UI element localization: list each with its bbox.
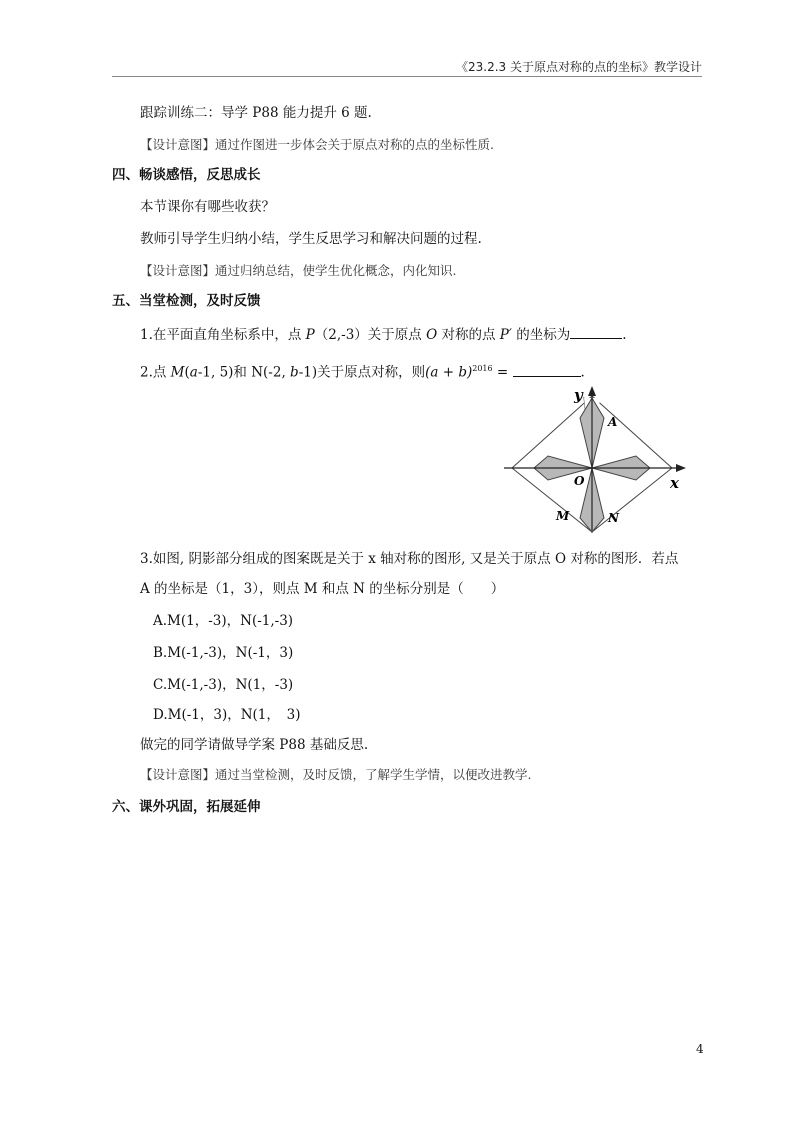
shaded-petal-a	[592, 398, 604, 468]
design-tag: 【设计意图】	[140, 137, 216, 152]
symmetry-figure	[500, 384, 690, 534]
x-axis-arrow	[676, 464, 686, 472]
after-test-instruction: 做完的同学请做导学案 P88 基础反思.	[140, 737, 369, 753]
q2-point-m: M	[170, 364, 185, 381]
page-number: 4	[696, 1042, 704, 1056]
section-4-heading: 四、畅谈感悟，反思成长	[112, 167, 261, 183]
q2-paren: (	[184, 364, 190, 381]
design-text: 通过当堂检测，及时反馈，了解学生学情，以便改进教学.	[215, 767, 532, 782]
option-c[interactable]: C.M(-1,-3)，N(1，-3)	[153, 677, 294, 693]
design-tag: 【设计意图】	[140, 263, 216, 278]
design-text: 通过归纳总结，使学生优化概念，内化知识.	[215, 263, 457, 278]
tracking-exercise: 跟踪训练二：导学 P88 能力提升 6 题.	[140, 105, 372, 121]
label-m: M	[556, 509, 570, 523]
design-intent-2	[140, 262, 457, 280]
q1-text-d: 的坐标为	[511, 327, 571, 343]
label-y: y	[574, 386, 583, 404]
question-1	[140, 324, 627, 344]
q2-period: .	[580, 364, 585, 381]
q2-exponent: 2016	[472, 364, 493, 373]
design-intent-1	[140, 136, 494, 154]
q2-text-d: -1)关于原点对称，则	[298, 364, 426, 381]
q2-answer-blank[interactable]	[513, 362, 581, 377]
section-4-guide: 教师引导学生归纳小结，学生反思学习和解决问题的过程.	[140, 231, 482, 247]
q2-var-a: a	[189, 364, 198, 381]
shaded-petal-n	[592, 468, 604, 532]
q1-point-p-prime: P′	[499, 327, 512, 343]
q1-text-c: 对称的点	[437, 327, 500, 343]
shaded-petal-left-up	[534, 456, 592, 468]
option-b[interactable]: B.M(-1,-3)，N(-1，3)	[153, 645, 294, 661]
design-intent-3	[140, 766, 532, 784]
label-a: A	[608, 415, 618, 429]
question-2	[140, 360, 585, 382]
option-d[interactable]: D.M(-1，3)，N(1， 3)	[153, 707, 301, 723]
q1-point-p: P	[305, 327, 315, 343]
y-axis-arrow	[588, 386, 596, 396]
q2-text-a: 2.点	[140, 364, 171, 381]
shaded-petal-right-down	[592, 468, 650, 480]
shaded-petal-right-up	[592, 456, 650, 468]
label-n: N	[608, 511, 619, 525]
option-a[interactable]: A.M(1，-3)，N(-1,-3)	[153, 613, 294, 629]
q2-text-c: -1, 5)和 N(-2,	[197, 364, 291, 381]
header-rule	[112, 76, 702, 77]
section-6-heading: 六、课外巩固，拓展延伸	[112, 799, 261, 815]
q2-equals: =	[492, 364, 513, 381]
q1-text-a: 1.在平面直角坐标系中，点	[140, 327, 306, 343]
label-x: x	[670, 474, 679, 492]
question-3-line-2: A 的坐标是（1，3），则点 M 和点 N 的坐标分别是（ ）	[140, 581, 505, 597]
q1-period: .	[622, 327, 627, 343]
q1-text-b: （2,-3）关于原点	[314, 327, 427, 343]
label-o: O	[574, 474, 585, 488]
section-5-heading: 五、当堂检测，及时反馈	[112, 293, 261, 309]
section-4-question: 本节课你有哪些收获？	[140, 199, 275, 215]
question-3-line-1: 3.如图, 阴影部分组成的图案既是关于 x 轴对称的图形, 又是关于原点 O 对称的图形．若点	[140, 551, 679, 567]
design-text: 通过作图进一步体会关于原点对称的点的坐标性质.	[215, 137, 494, 152]
shaded-petal-a-mirror	[580, 398, 592, 468]
q2-var-b: b	[290, 364, 299, 381]
design-tag: 【设计意图】	[140, 767, 216, 782]
q1-origin-o: O	[426, 327, 438, 343]
q1-answer-blank[interactable]	[570, 324, 622, 339]
q2-expression: (a + b)	[425, 364, 473, 381]
page-header: 《23.2.3 关于原点对称的点的坐标》教学设计	[456, 60, 702, 74]
